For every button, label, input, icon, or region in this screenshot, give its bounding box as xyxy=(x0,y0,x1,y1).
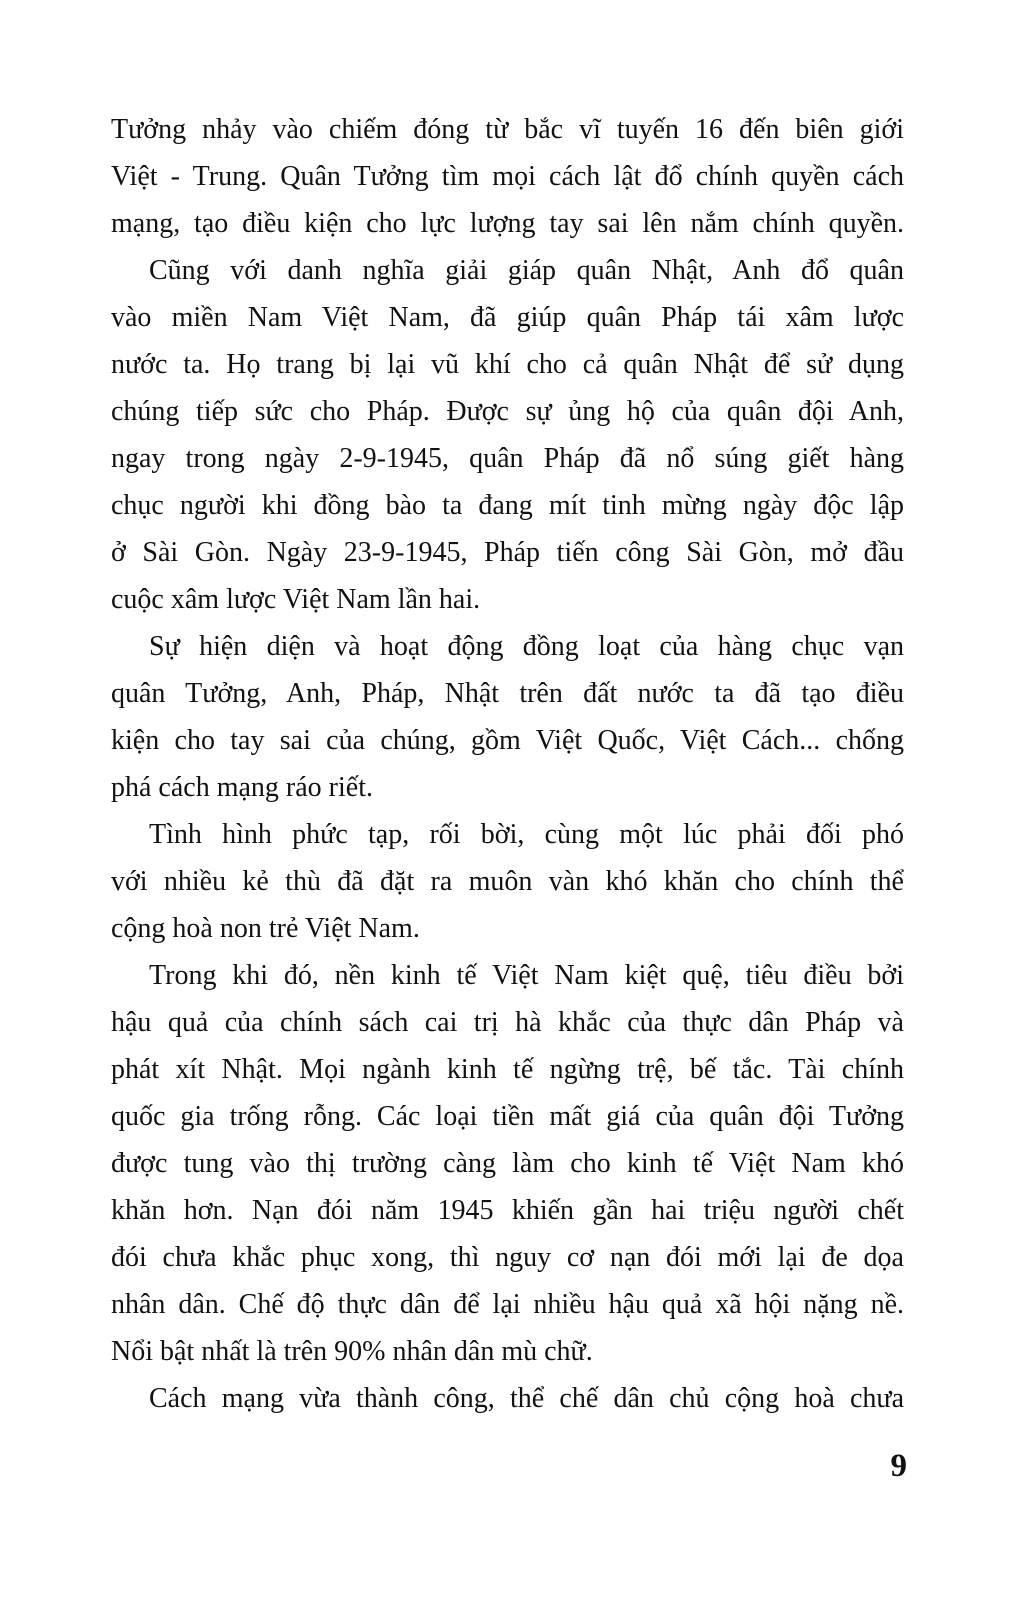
text-line: đói chưa khắc phục xong, thì nguy cơ nạn đói mới lại đe dọa xyxy=(111,1242,904,1273)
text-line: Trong khi đó, nền kinh tế Việt Nam kiệt quệ, tiêu điều bởi xyxy=(149,960,904,991)
text-line: ở Sài Gòn. Ngày 23-9-1945, Pháp tiến công Sài Gòn, mở đầu xyxy=(111,537,904,568)
text-line: Cũng với danh nghĩa giải giáp quân Nhật, Anh đổ quân xyxy=(149,255,904,286)
text-line: vào miền Nam Việt Nam, đã giúp quân Pháp tái xâm lược xyxy=(111,302,904,333)
text-line: quốc gia trống rỗng. Các loại tiền mất giá của quân đội Tưởng xyxy=(111,1101,904,1132)
text-line: phát xít Nhật. Mọi ngành kinh tế ngừng trệ, bế tắc. Tài chính xyxy=(111,1054,904,1085)
text-line: cộng hoà non trẻ Việt Nam. xyxy=(111,913,420,944)
text-line: được tung vào thị trường càng làm cho kinh tế Việt Nam khó xyxy=(111,1148,904,1179)
text-line: Việt - Trung. Quân Tưởng tìm mọi cách lật đổ chính quyền cách xyxy=(111,161,904,192)
text-line: Tình hình phức tạp, rối bời, cùng một lúc phải đối phó xyxy=(149,819,904,850)
text-line: phá cách mạng ráo riết. xyxy=(111,772,373,803)
text-line: chúng tiếp sức cho Pháp. Được sự ủng hộ của quân đội Anh, xyxy=(111,396,904,427)
text-line: nước ta. Họ trang bị lại vũ khí cho cả quân Nhật để sử dụng xyxy=(111,349,904,380)
text-line: chục người khi đồng bào ta đang mít tinh mừng ngày độc lập xyxy=(111,490,904,521)
text-line: ngay trong ngày 2-9-1945, quân Pháp đã nổ súng giết hàng xyxy=(111,443,904,474)
text-line: Nổi bật nhất là trên 90% nhân dân mù chữ. xyxy=(111,1336,593,1367)
text-line: nhân dân. Chế độ thực dân để lại nhiều hậu quả xã hội nặng nề. xyxy=(111,1289,904,1320)
text-line: kiện cho tay sai của chúng, gồm Việt Quốc, Việt Cách... chống xyxy=(111,725,904,756)
text-line: Cách mạng vừa thành công, thể chế dân chủ cộng hoà chưa xyxy=(149,1383,904,1414)
text-line: quân Tưởng, Anh, Pháp, Nhật trên đất nước ta đã tạo điều xyxy=(111,678,904,709)
text-block xyxy=(111,106,904,1422)
text-line: khăn hơn. Nạn đói năm 1945 khiến gần hai triệu người chết xyxy=(111,1195,904,1226)
page-number: 9 xyxy=(890,1448,907,1484)
text-line: Tưởng nhảy vào chiếm đóng từ bắc vĩ tuyến 16 đến biên giới xyxy=(111,114,904,145)
text-line: hậu quả của chính sách cai trị hà khắc của thực dân Pháp và xyxy=(111,1007,904,1038)
text-line: với nhiều kẻ thù đã đặt ra muôn vàn khó khăn cho chính thể xyxy=(111,866,904,897)
text-line: mạng, tạo điều kiện cho lực lượng tay sai lên nắm chính quyền. xyxy=(111,208,904,239)
text-line: Sự hiện diện và hoạt động đồng loạt của hàng chục vạn xyxy=(149,631,904,662)
text-line: cuộc xâm lược Việt Nam lần hai. xyxy=(111,584,481,615)
